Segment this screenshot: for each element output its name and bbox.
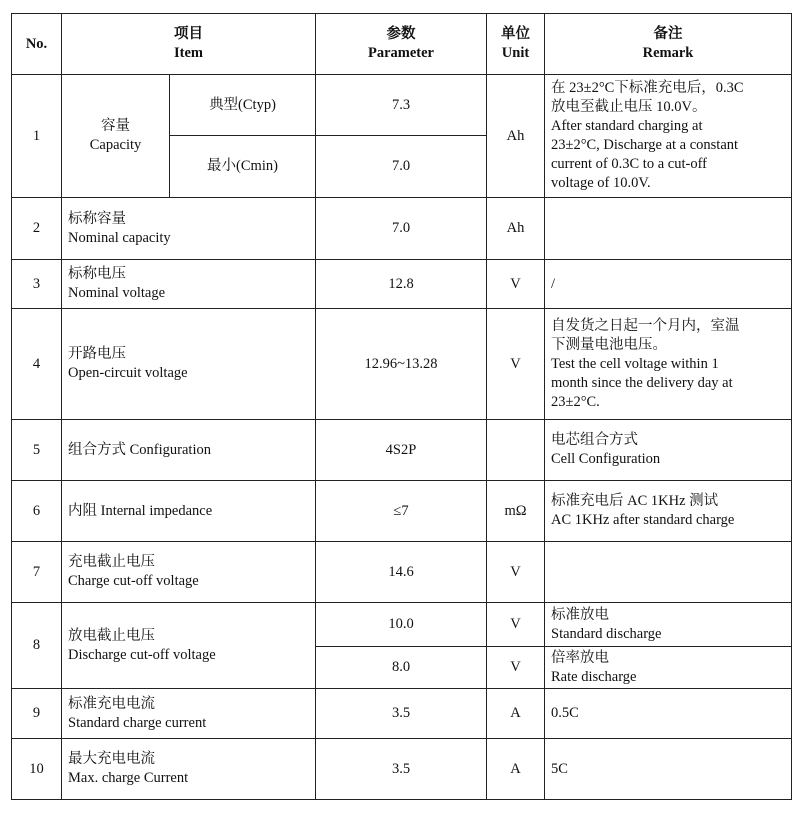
remark-line: 标准充电后 AC 1KHz 测试 [551,493,719,509]
item-en: Nominal capacity [68,229,171,246]
row-remark: 5C [545,739,792,800]
row-param: 4S2P [316,420,487,481]
remark-line: 在 23±2°C下标准充电后，0.3C [551,80,744,96]
remark-line: 23±2°C. [551,393,600,410]
row-param: 8.0 [316,647,487,689]
row-no: 3 [12,260,62,309]
row-item [62,198,316,260]
row-param: 14.6 [316,542,487,603]
row-param: 7.0 [316,136,487,198]
row-unit: V [487,260,545,309]
remark-line: Cell Configuration [551,451,661,467]
header-no: No. [12,14,62,75]
header-item [62,14,316,75]
row-remark: 0.5C [545,689,792,739]
row-no: 2 [12,198,62,260]
row-unit: Ah [487,198,545,260]
item-cn: 容量 [101,118,130,134]
item-cn: 开路电压 [68,346,126,362]
row-item [62,260,316,309]
item-cn: 标准充电电流 [68,695,155,712]
row-remark [545,420,792,481]
row-remark [545,542,792,603]
row-unit: V [487,603,545,647]
row-item [62,689,316,739]
header-row [12,14,792,75]
item-cn: 放电截止电压 [68,627,155,644]
sub-item-typical: 典型(Ctyp) [170,75,316,136]
remark-line: 标准放电 [551,606,609,623]
table-row [12,309,792,420]
item-en: Open-circuit voltage [68,365,188,381]
row-no: 6 [12,481,62,542]
item-cn: 最大充电电流 [68,751,155,767]
remark-line: Standard discharge [551,625,662,642]
header-param-en: Parameter [367,45,434,61]
header-remark-cn: 备注 [653,26,683,42]
item-en: Nominal voltage [68,285,166,301]
row-param: 7.3 [316,75,487,136]
table-row-1a [12,75,792,136]
table-row [12,481,792,542]
row-item [62,739,316,800]
row-remark [545,75,792,198]
remark-line: month since the delivery day at [551,374,733,391]
row-no: 4 [12,309,62,420]
battery-spec-table [11,13,792,800]
row-unit: A [487,689,545,739]
item-cn: 标称电压 [68,266,126,282]
table-row [12,420,792,481]
row-no: 7 [12,542,62,603]
row-remark: / [545,260,792,309]
table-row [12,542,792,603]
row-no: 8 [12,603,62,689]
item-cn: 标称容量 [68,210,126,227]
item-cn: 充电截止电压 [68,554,155,570]
row-no: 1 [12,75,62,198]
row-param: 10.0 [316,603,487,647]
remark-line: Rate discharge [551,668,637,685]
item-en: Standard charge current [68,714,207,731]
remark-line: voltage of 10.0V. [551,175,651,191]
row-param: 12.96~13.28 [316,309,487,420]
header-item-cn: 项目 [174,26,203,42]
item-en: Discharge cut-off voltage [68,646,216,663]
row-unit: V [487,309,545,420]
item-en: Charge cut-off voltage [68,573,199,589]
remark-line: 自发货之日起一个月内，室温 [551,317,740,334]
row-item: 组合方式 Configuration [62,420,316,481]
row-remark [545,198,792,260]
table-row [12,689,792,739]
remark-line: 电芯组合方式 [551,432,638,448]
table-row [12,739,792,800]
row-item [62,75,170,198]
remark-line: 下测量电池电压。 [551,336,667,353]
remark-line: current of 0.3C to a cut-off [551,156,707,172]
header-unit-cn: 单位 [501,26,530,42]
header-parameter [316,14,487,75]
row-item [62,309,316,420]
remark-line: Test the cell voltage within 1 [551,355,719,372]
row-no: 9 [12,689,62,739]
row-param: 3.5 [316,739,487,800]
row-param: 3.5 [316,689,487,739]
item-en: Max. charge Current [68,770,189,786]
header-remark-en: Remark [642,45,694,61]
row-param: ≤7 [316,481,487,542]
header-param-cn: 参数 [386,26,416,42]
table-row-8a [12,603,792,647]
sub-item-minimum: 最小(Cmin) [170,136,316,198]
row-remark [545,603,792,647]
row-item: 内阻 Internal impedance [62,481,316,542]
row-no: 5 [12,420,62,481]
header-item-en: Item [174,45,203,61]
header-remark [545,14,792,75]
remark-line: 倍率放电 [551,649,609,666]
row-unit: Ah [487,75,545,198]
row-unit: A [487,739,545,800]
row-param: 12.8 [316,260,487,309]
item-en: Capacity [89,137,142,153]
row-unit [487,420,545,481]
row-remark [545,481,792,542]
row-unit: V [487,542,545,603]
remark-line: 放电至截止电压 10.0V。 [551,99,707,115]
row-unit: mΩ [487,481,545,542]
row-no: 10 [12,739,62,800]
row-item [62,603,316,689]
row-item [62,542,316,603]
remark-line: After standard charging at [551,118,703,134]
row-unit: V [487,647,545,689]
table-row [12,198,792,260]
remark-line: 23±2°C, Discharge at a constant [551,137,739,153]
row-param: 7.0 [316,198,487,260]
table-row [12,260,792,309]
row-remark [545,309,792,420]
header-unit-en: Unit [501,45,530,61]
row-remark [545,647,792,689]
header-unit [487,14,545,75]
remark-line: AC 1KHz after standard charge [551,512,735,528]
